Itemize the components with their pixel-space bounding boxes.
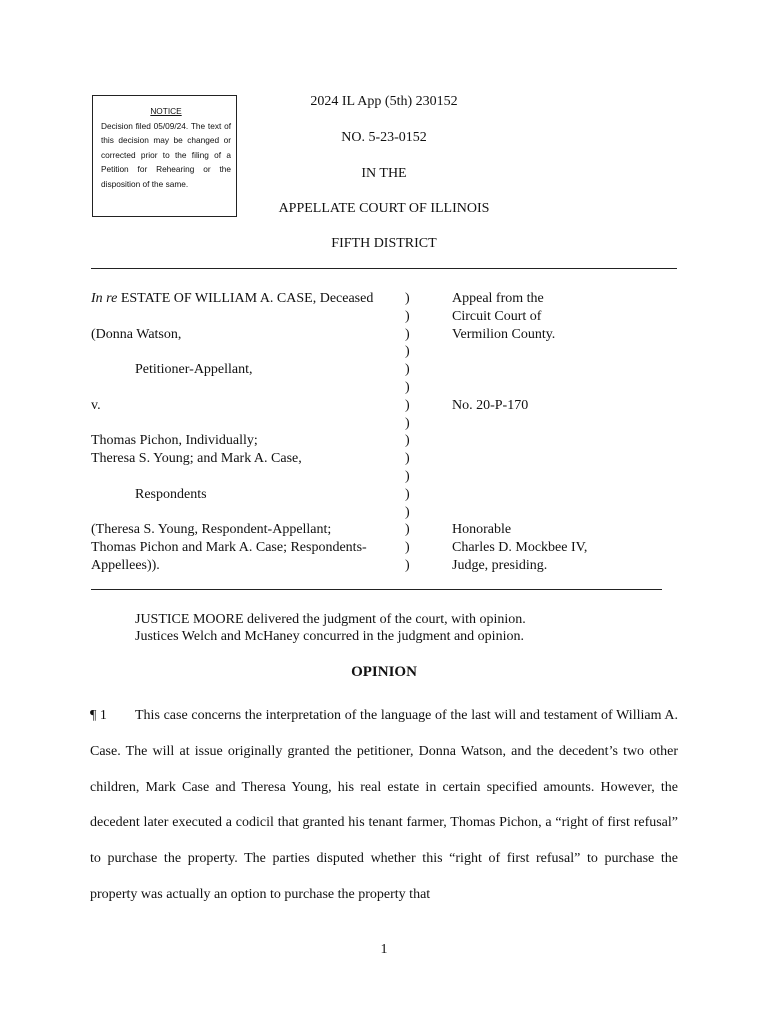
caption-estate-line bbox=[91, 290, 411, 308]
paren: ) bbox=[405, 504, 410, 520]
appeal-from-line2: Circuit Court of bbox=[452, 308, 542, 324]
estate-text: ESTATE OF WILLIAM A. CASE, Deceased bbox=[117, 291, 374, 306]
citation: 2024 IL App (5th) 230152 bbox=[310, 94, 458, 109]
paren: ) bbox=[405, 291, 410, 306]
paren: ) bbox=[405, 433, 410, 449]
caption-young-case: Theresa S. Young; and Mark A. Case, bbox=[91, 451, 302, 467]
divider-bottom bbox=[91, 589, 662, 590]
paragraph-text: This case concerns the interpretation of the language of the last will and testament of William A. Case. The will at issue originally granted the petitioner, Donna Watson, and the decedent’s two other children, Mark Case and Theresa Young, his real estate in certain specified amounts. However, the decedent later executed a codicil that granted his tenant farmer, Thomas Pichon, a “right of first refusal” to purchase the property. The parties disputed whether this “right of first refusal” to purchase the property was actually an option to purchase the property that bbox=[90, 708, 678, 902]
paren: ) bbox=[405, 326, 410, 342]
caption-pichon-case-appellees: Thomas Pichon and Mark A. Case; Respondents- bbox=[91, 540, 367, 556]
paren: ) bbox=[405, 486, 410, 502]
appeal-from-line1: Appeal from the bbox=[452, 291, 544, 306]
justice-delivery-line: JUSTICE MOORE delivered the judgment of the court, with opinion. bbox=[135, 612, 526, 627]
caption-versus: v. bbox=[91, 397, 101, 413]
paren: ) bbox=[405, 362, 410, 378]
trial-case-number: No. 20-P-170 bbox=[452, 397, 529, 413]
page-number: 1 bbox=[380, 942, 388, 957]
caption-court-info bbox=[452, 290, 672, 575]
paren: ) bbox=[405, 557, 410, 573]
divider-top bbox=[91, 268, 677, 269]
paren: ) bbox=[405, 415, 410, 431]
paragraph-marker: ¶ 1 bbox=[90, 708, 107, 723]
caption-pichon: Thomas Pichon, Individually; bbox=[91, 433, 258, 449]
notice-box bbox=[92, 95, 237, 217]
caption-appellees-close: Appellees)). bbox=[91, 557, 160, 573]
judge-line3: Judge, presiding. bbox=[452, 557, 548, 573]
paren: ) bbox=[405, 344, 410, 360]
paren: ) bbox=[405, 451, 410, 467]
caption-respondents: Respondents bbox=[135, 486, 207, 502]
opinion-heading: OPINION bbox=[351, 664, 417, 680]
notice-title: NOTICE bbox=[150, 106, 182, 116]
caption-parentheses bbox=[405, 290, 415, 575]
paren: ) bbox=[405, 397, 410, 413]
judge-line2: Charles D. Mockbee IV, bbox=[452, 540, 588, 556]
caption-donna: (Donna Watson, bbox=[91, 326, 182, 342]
judge-line1: Honorable bbox=[452, 522, 512, 538]
court-name: APPELLATE COURT OF ILLINOIS bbox=[278, 201, 490, 216]
district-name: FIFTH DISTRICT bbox=[331, 236, 437, 251]
in-re-text: In re bbox=[91, 291, 118, 306]
justice-concurrence-line: Justices Welch and McHaney concurred in the judgment and opinion. bbox=[135, 629, 524, 644]
paren: ) bbox=[405, 308, 410, 324]
paren: ) bbox=[405, 540, 410, 556]
docket-number: NO. 5-23-0152 bbox=[341, 130, 427, 145]
caption-petitioner-appellant: Petitioner-Appellant, bbox=[135, 362, 253, 378]
appeal-from-line3: Vermilion County. bbox=[452, 326, 556, 342]
paren: ) bbox=[405, 522, 410, 538]
paren: ) bbox=[405, 379, 410, 395]
opinion-paragraph bbox=[90, 698, 678, 913]
caption-parties bbox=[91, 290, 411, 575]
paren: ) bbox=[405, 468, 410, 484]
notice-body: Decision filed 05/09/24. The text of this decision may be changed or corrected prior to the filing of a Petition for Rehearing or the disposition of the same. bbox=[101, 120, 231, 189]
in-the-heading: IN THE bbox=[361, 166, 407, 181]
caption-young-appellant: (Theresa S. Young, Respondent-Appellant; bbox=[91, 522, 332, 538]
